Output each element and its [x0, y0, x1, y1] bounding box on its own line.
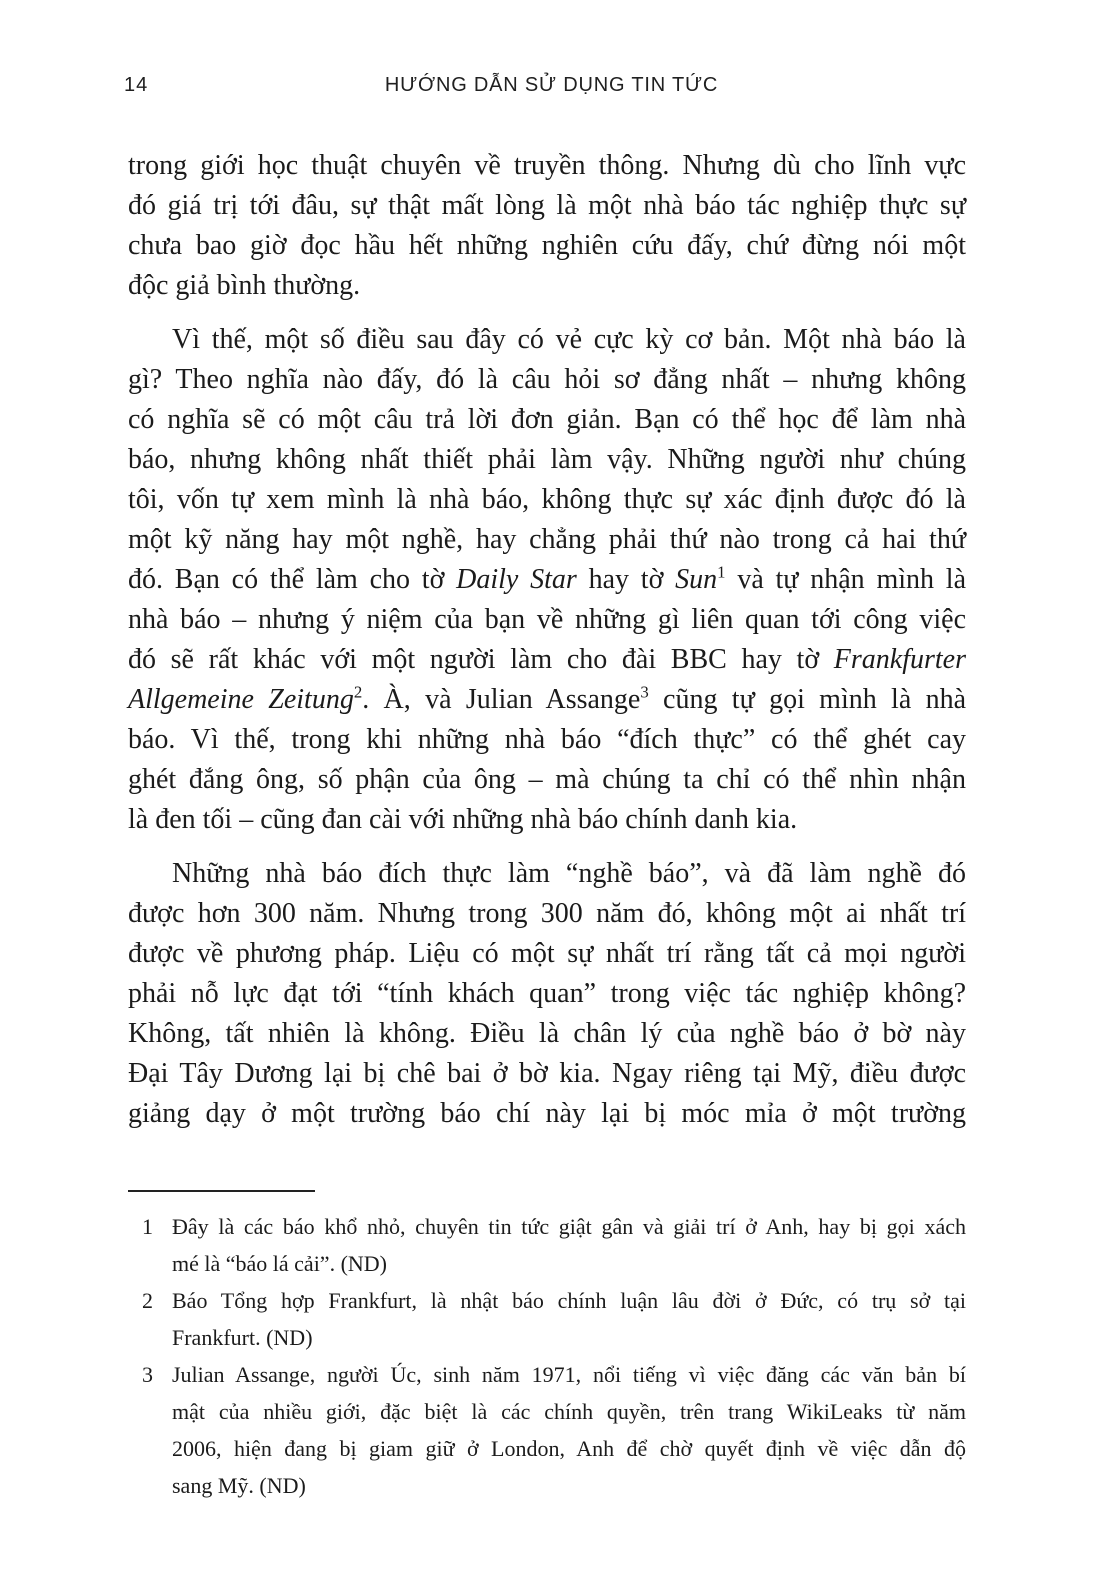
- superscript-ref: 3: [640, 682, 649, 702]
- text-line: Allgemeine Zeitung$^2$. À, và Julian Assange$^3$ cũng tự gọi mình là nhà: [128, 682, 966, 715]
- text-line: mật của nhiều giới, đặc biệt là các chính quyền, trên trang WikiLeaks từ năm: [172, 1399, 966, 1424]
- text-line: gì? Theo nghĩa nào đấy, đó là câu hỏi sơ đẳng nhất – nhưng không: [128, 364, 966, 395]
- text-line: đó sẽ rất khác với một người làm cho đài BBC hay tờ Frankfurter: [128, 644, 966, 675]
- paragraph: [128, 320, 966, 840]
- superscript-ref: 1: [717, 562, 726, 582]
- text-line: Julian Assange, người Úc, sinh năm 1971, nổi tiếng vì việc đăng các văn bản bí: [172, 1362, 966, 1387]
- page-number: 14: [124, 74, 149, 96]
- text-line: trong giới học thuật chuyên về truyền thông. Nhưng dù cho lĩnh vực: [128, 150, 966, 181]
- text-line: Những nhà báo đích thực làm “nghề báo”, và đã làm nghề đó: [172, 858, 966, 889]
- footnote-number: 2: [142, 1288, 153, 1313]
- text-line: 2006, hiện đang bị giam giữ ở London, Anh để chờ quyết định về việc dẫn độ: [172, 1436, 966, 1461]
- footnote: [128, 1282, 966, 1356]
- italic-text: Sun: [675, 564, 718, 595]
- text-line: mé là “báo lá cải”. (ND): [172, 1251, 387, 1276]
- running-title: HƯỚNG DẪN SỬ DỤNG TIN TỨC: [384, 74, 719, 96]
- text-line: Frankfurt. (ND): [172, 1325, 313, 1350]
- footnote: [128, 1356, 966, 1504]
- italic-text: Frankfurter: [833, 644, 966, 675]
- text-line: nhà báo – nhưng ý niệm của bạn về những gì liên quan tới công việc: [128, 604, 966, 635]
- page-header: [0, 74, 1103, 102]
- footnote-text: [172, 1208, 966, 1282]
- text-line: báo, nhưng không nhất thiết phải làm vậy. Những người như chúng: [128, 444, 966, 475]
- text-line: giảng dạy ở một trường báo chí này lại bị móc mỉa ở một trường: [128, 1098, 966, 1129]
- text-line: độc giả bình thường.: [128, 270, 361, 301]
- footnote-separator: [128, 1190, 315, 1192]
- text-line: được hơn 300 năm. Nhưng trong 300 năm đó, không một ai nhất trí: [128, 898, 966, 929]
- text-column: [128, 146, 966, 1504]
- footnote: [128, 1208, 966, 1282]
- superscript-ref: 2: [353, 682, 363, 702]
- text-line: Không, tất nhiên là không. Điều là chân lý của nghề báo ở bờ này: [128, 1018, 966, 1049]
- text-line: đó. Bạn có thể làm cho tờ Daily Star hay tờ Sun$^1$ và tự nhận mình là: [128, 562, 966, 595]
- text-line: chưa bao giờ đọc hầu hết những nghiên cứu đấy, chứ đừng nói một: [128, 230, 966, 261]
- footnote-number: 3: [142, 1362, 153, 1387]
- text-line: có nghĩa sẽ có một câu trả lời đơn giản. Bạn có thể học để làm nhà: [128, 404, 966, 435]
- footnotes: [128, 1208, 966, 1504]
- text-line: sang Mỹ. (ND): [172, 1473, 306, 1498]
- footnote-text: [172, 1282, 966, 1356]
- italic-text: Daily Star: [456, 564, 577, 595]
- body-text: [128, 146, 966, 1134]
- text-line: phải nỗ lực đạt tới “tính khách quan” trong việc tác nghiệp không?: [128, 978, 966, 1009]
- text-line: được về phương pháp. Liệu có một sự nhất trí rằng tất cả mọi người: [128, 938, 966, 969]
- text-line: là đen tối – cũng đan cài với những nhà báo chính danh kia.: [128, 804, 798, 835]
- text-line: ghét đắng ông, số phận của ông – mà chúng ta chỉ có thể nhìn nhận: [128, 764, 966, 795]
- text-line: Đại Tây Dương lại bị chê bai ở bờ kia. Ngay riêng tại Mỹ, điều được: [128, 1058, 966, 1089]
- paragraph: [128, 854, 966, 1134]
- text-line: một kỹ năng hay một nghề, hay chẳng phải thứ nào trong cả hai thứ: [128, 524, 966, 555]
- text-line: Đây là các báo khổ nhỏ, chuyên tin tức giật gân và giải trí ở Anh, hay bị gọi xách: [172, 1214, 966, 1239]
- footnote-text: [172, 1356, 966, 1504]
- text-line: báo. Vì thế, trong khi những nhà báo “đích thực” có thể ghét cay: [128, 724, 966, 755]
- text-line: Vì thế, một số điều sau đây có vẻ cực kỳ cơ bản. Một nhà báo là: [172, 324, 966, 355]
- paragraph: [128, 146, 966, 306]
- text-line: đó giá trị tới đâu, sự thật mất lòng là một nhà báo tác nghiệp thực sự: [128, 190, 966, 221]
- text-line: Báo Tổng hợp Frankfurt, là nhật báo chính luận lâu đời ở Đức, có trụ sở tại: [172, 1288, 966, 1313]
- italic-text: Allgemeine Zeitung: [128, 684, 354, 715]
- text-line: tôi, vốn tự xem mình là nhà báo, không thực sự xác định được đó là: [128, 484, 966, 515]
- footnote-number: 1: [142, 1214, 153, 1239]
